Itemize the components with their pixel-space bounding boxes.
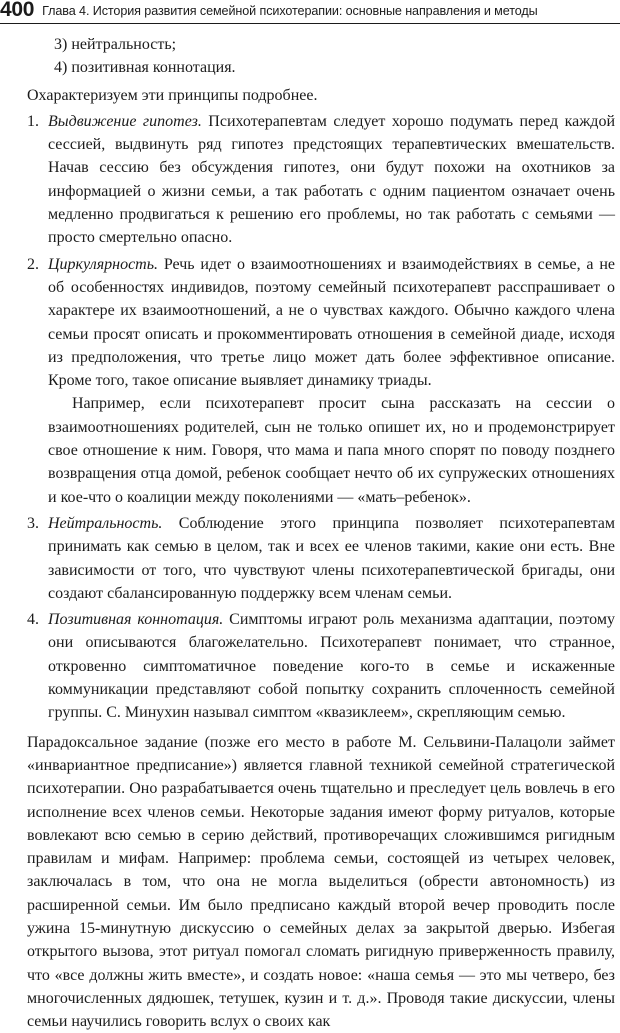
principle-text bbox=[48, 512, 615, 605]
principle-number: 3. bbox=[27, 514, 39, 532]
principle-number: 4. bbox=[27, 611, 39, 629]
principle-item bbox=[27, 253, 615, 509]
page-header bbox=[0, 0, 620, 24]
principle-description: Речь идет о взаимоотношениях и взаимодействиях в семье, а не об особенностях индивидов, поэтому семейный психотерапевт расспрашивает о характере их взаимоотношений, а не о чувствах каждого. Обычно каждого члена семьи просят описать и прокомментировать отношения в семейной диаде, исходя из предположения, что третье лицо может дать более эффективное описание. Кроме того, такое описание выявляет динамику триады. bbox=[48, 255, 615, 390]
page-number: 400 bbox=[0, 0, 35, 21]
principle-item bbox=[27, 110, 615, 250]
principle-text bbox=[48, 608, 615, 724]
short-list-item: 3) нейтральность; bbox=[54, 36, 177, 53]
running-head: Глава 4. История развития семейной психотерапии: основные направления и методы bbox=[42, 4, 538, 19]
intro-sentence: Охарактеризуем эти принципы подробнее. bbox=[27, 86, 318, 104]
principle-description: Симптомы играют роль механизма адаптации, поэтому они описываются благожелательно. Психотерапевт понимает, что странное, откровенно симптоматичное поведение кого-то в семье и искаженные коммуникации представляют собой попытку сохранить сплоченность семейной группы. С. Минухин называл симптом «квазиклеем», скрепляющим семью. bbox=[48, 611, 615, 722]
principle-number: 2. bbox=[27, 255, 39, 273]
principle-term: Циркулярность. bbox=[48, 255, 158, 273]
principle-term: Нейтральность. bbox=[48, 514, 163, 532]
principle-item bbox=[27, 512, 615, 605]
principle-item bbox=[27, 608, 615, 724]
principle-description: Психотерапевтам следует хорошо подумать перед каждой сессией, выдвинуть ряд гипотез предстоящих терапевтических вмешательств. Начав сессию без обсуждения гипотез, они будут похожи на охотников за информацией о жизни семьи, а так работать с одним пациентом означает очень медленно продвигаться к решению его проблемы, но так работать с семьями — просто смертельно опасно. bbox=[48, 112, 615, 247]
principles-list bbox=[27, 110, 615, 725]
principle-text bbox=[48, 110, 615, 250]
closing-paragraph: Парадоксальное задание (позже его место в работе М. Сельвини-Палацоли займет «инвариантное предписание») является главной техникой семейной стратегической психотерапии. Оно разрабатывается очень тщательно и преследует цель вовлечь в его исполнение всех членов семьи. Некоторые задания имеют форму ритуалов, которые вовлекают всю семью в серию действий, противоречащих сложившимся ригидным правилам и мифам. Например: проблема семьи, состоящей из четырех человек, заключалась в том, что она не могла выделиться (обрести автономность) из расширенной семьи. Им было предписано каждый второй вечер проводить после ужина 15-минутную дискуссию о семейных делах за закрытой дверью. Избегая открытого вызова, этот ритуал помогал сломать ригидную приверженность правилу, что «все должны жить вместе», и создать новое: «наша семья — это мы четверо, без многочисленных дядюшек, тетушек, кузин и т. д.». Проводя такие дискуссии, члены семьи научились говорить вслух о своих как bbox=[27, 733, 615, 1031]
principle-term: Позитивная коннотация. bbox=[48, 611, 224, 629]
short-list-item: 4) позитивная коннотация. bbox=[54, 59, 236, 77]
body-text bbox=[27, 33, 615, 1033]
principle-text bbox=[48, 253, 615, 393]
principle-number: 1. bbox=[27, 112, 39, 130]
principle-example: Например, если психотерапевт просит сына рассказать на сессии о взаимоотношениях родителей, сын не только опишет их, но и продемонстрирует свое отношение к ним. Говоря, что мама и папа много спорят по поводу позднего возвращения отца домой, ребенок сообщает нечто об их супружеских отношениях и кое-что о коалиции между поколениями — «мать–ребенок». bbox=[48, 395, 615, 506]
principle-term: Выдвижение гипотез. bbox=[48, 112, 202, 130]
principle-description: Соблюдение этого принципа позволяет психотерапевтам принимать как семью в целом, так и всех ее членов такими, какие они есть. Вне зависимости от того, что чувствуют члены психотерапевтической бригады, они создают сбалансированную поддержку всем членам семьи. bbox=[48, 514, 615, 602]
